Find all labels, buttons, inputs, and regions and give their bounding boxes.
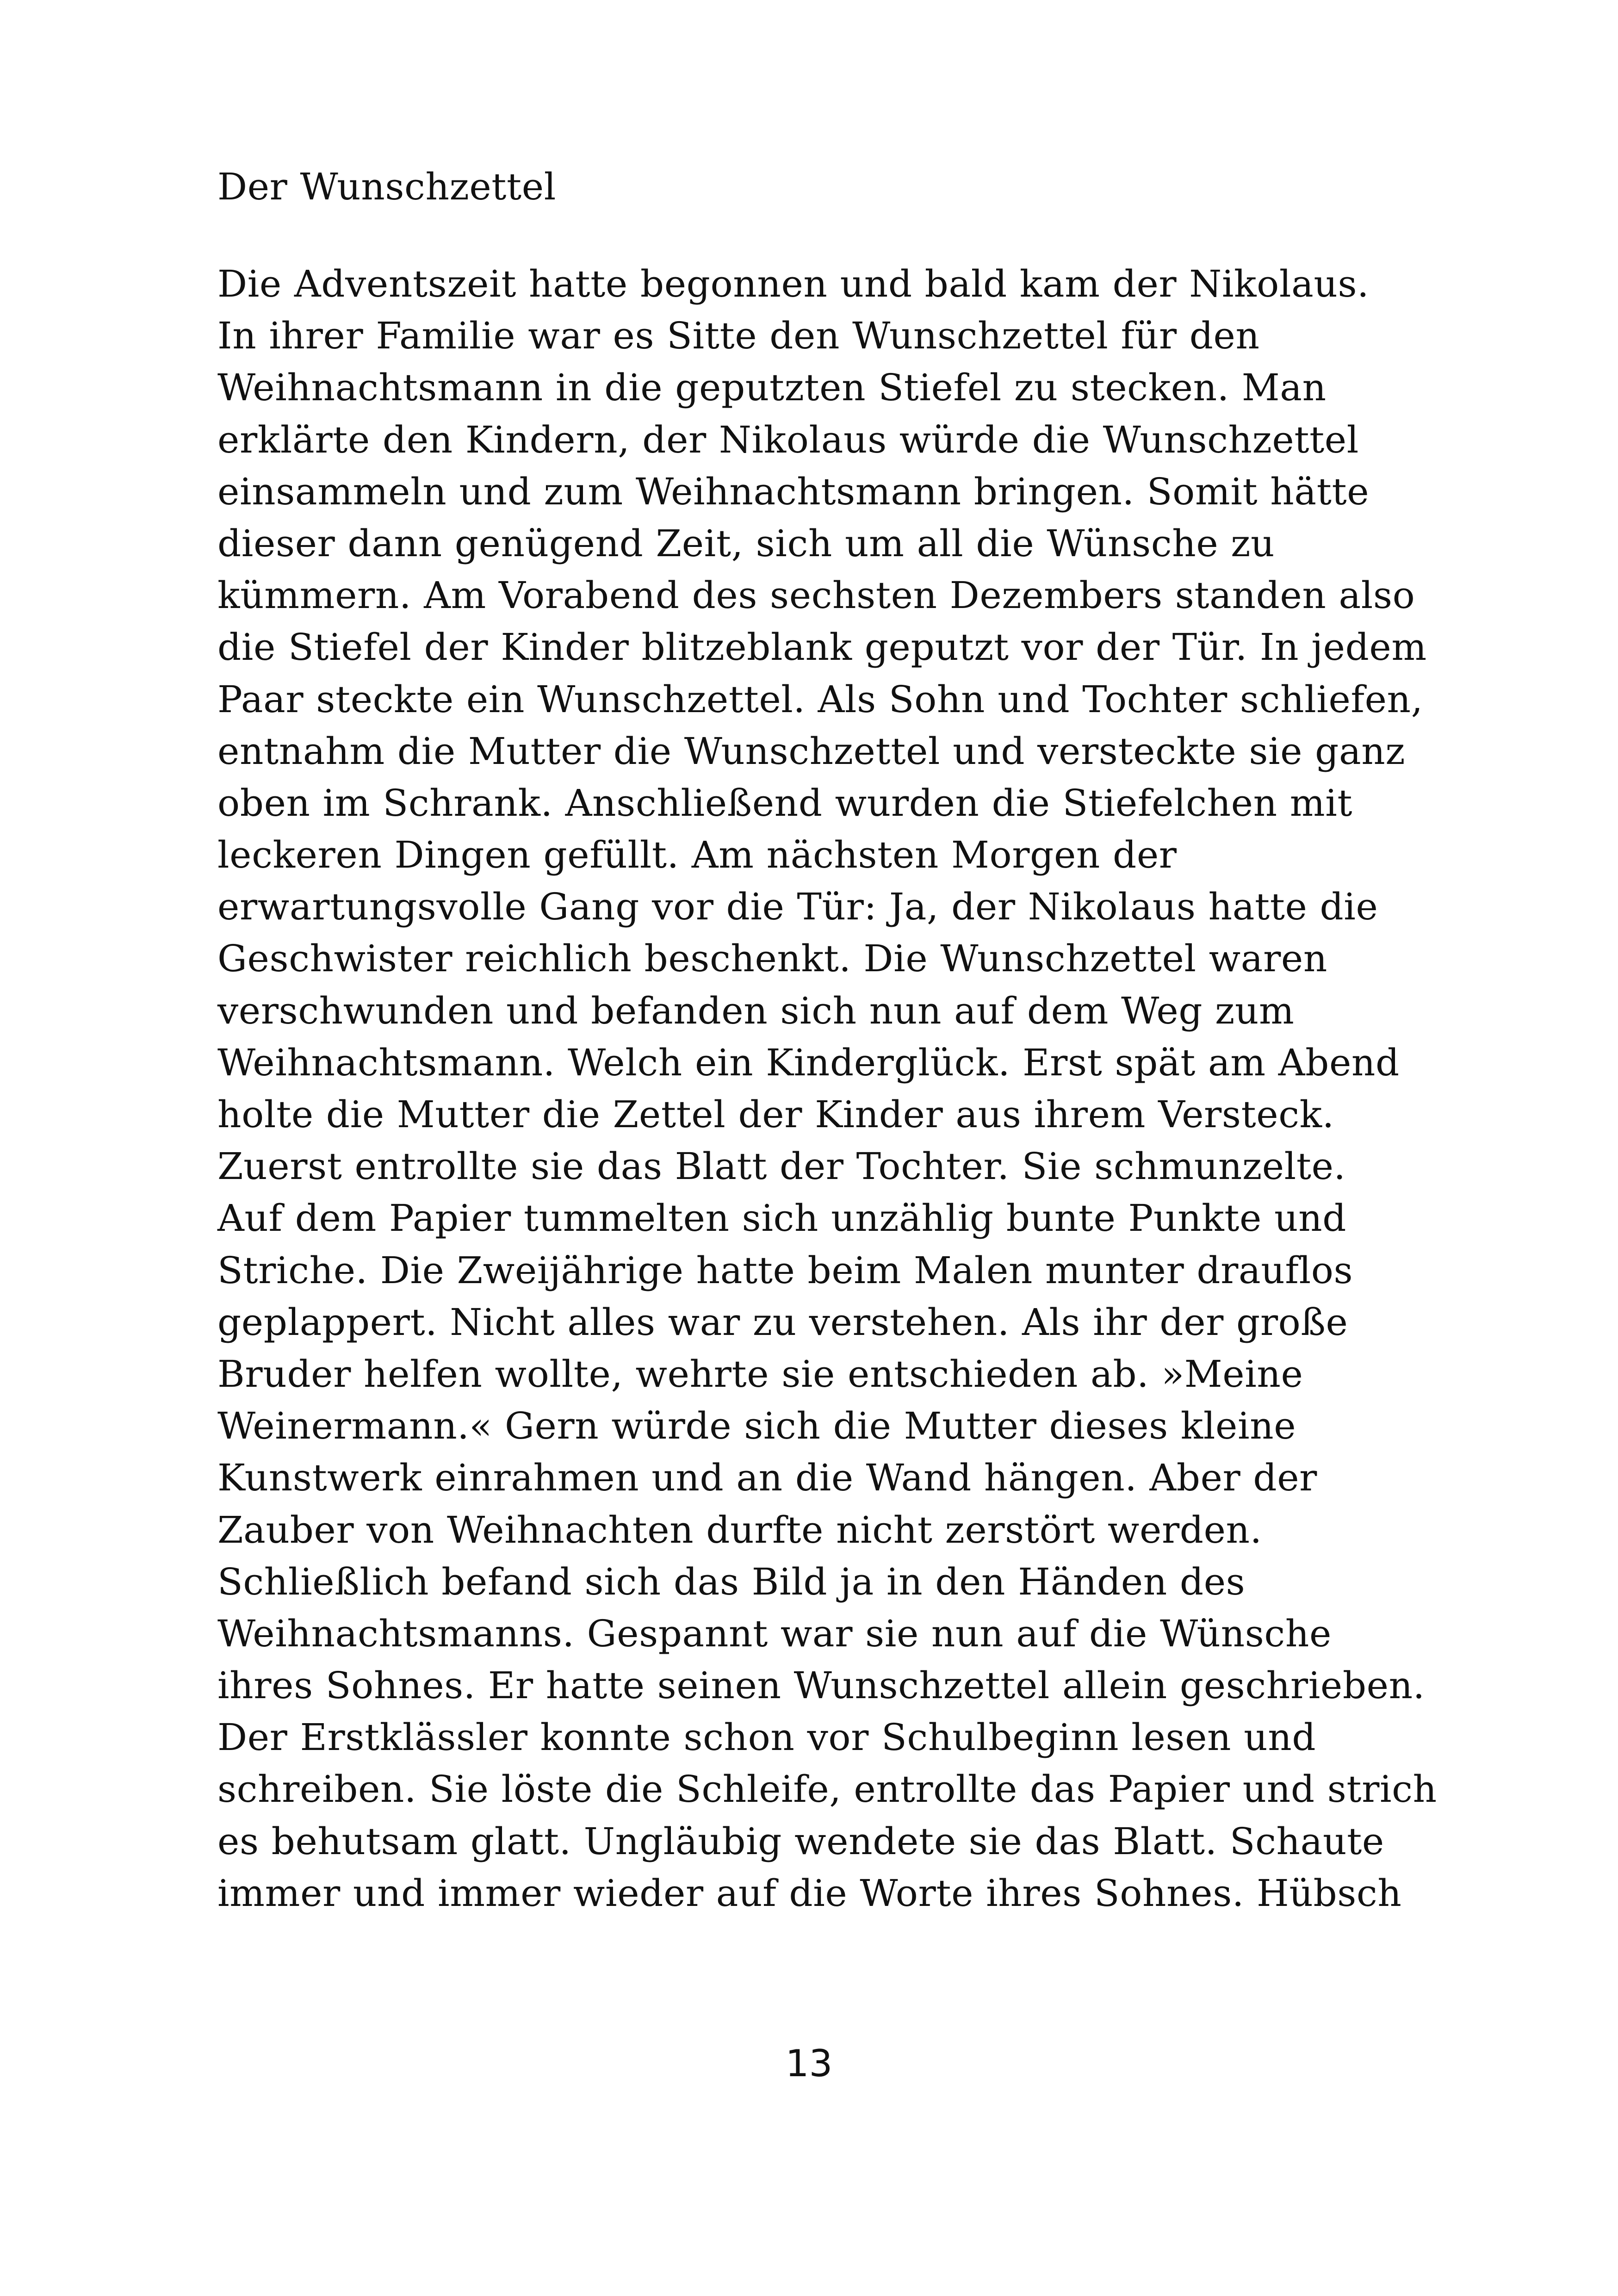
text-line: geplappert. Nicht alles war zu verstehen. Als ihr der große	[217, 1300, 1348, 1344]
text-line: Der Erstklässler konnte schon vor Schulbeginn lesen und	[217, 1716, 1316, 1759]
text-line: holte die Mutter die Zettel der Kinder aus ihrem Versteck.	[217, 1093, 1334, 1136]
text-line: Zuerst entrollte sie das Blatt der Tochter. Sie schmunzelte.	[217, 1145, 1346, 1188]
text-line: entnahm die Mutter die Wunschzettel und versteckte sie ganz	[217, 729, 1406, 773]
text-line: Striche. Die Zweijährige hatte beim Malen munter drauflos	[217, 1248, 1353, 1292]
text-line: erklärte den Kindern, der Nikolaus würde die Wunschzettel	[217, 418, 1359, 461]
story-title: Der Wunschzettel	[217, 165, 556, 208]
text-line: Schließlich befand sich das Bild ja in den Händen des	[217, 1560, 1246, 1603]
page-number: 13	[785, 2042, 833, 2085]
text-line: Paar steckte ein Wunschzettel. Als Sohn und Tochter schliefen,	[217, 677, 1423, 721]
text-line: In ihrer Familie war es Sitte den Wunschzettel für den	[217, 314, 1260, 358]
text-line: es behutsam glatt. Ungläubig wendete sie das Blatt. Schaute	[217, 1819, 1384, 1863]
text-line: immer und immer wieder auf die Worte ihres Sohnes. Hübsch	[217, 1871, 1402, 1915]
text-line: Geschwister reichlich beschenkt. Die Wunschzettel waren	[217, 937, 1327, 980]
text-line: Auf dem Papier tummelten sich unzählig bunte Punkte und	[217, 1197, 1347, 1240]
text-line: Zauber von Weihnachten durfte nicht zerstört werden.	[217, 1508, 1262, 1551]
text-line: die Stiefel der Kinder blitzeblank geputzt vor der Tür. In jedem	[217, 626, 1427, 669]
text-line: Weinermann.« Gern würde sich die Mutter dieses kleine	[217, 1404, 1296, 1448]
text-line: kümmern. Am Vorabend des sechsten Dezembers standen also	[217, 574, 1415, 617]
text-line: Weihnachtsmanns. Gespannt war sie nun auf die Wünsche	[217, 1612, 1332, 1655]
text-line: Weihnachtsmann in die geputzten Stiefel zu stecken. Man	[217, 366, 1327, 410]
title-spacing	[217, 213, 1476, 258]
text-line: verschwunden und befanden sich nun auf dem Weg zum	[217, 989, 1295, 1032]
text-line: erwartungsvolle Gang vor die Tür: Ja, der Nikolaus hatte die	[217, 885, 1378, 929]
text-line: Bruder helfen wollte, wehrte sie entschieden ab. »Meine	[217, 1352, 1303, 1396]
text-line: leckeren Dingen gefüllt. Am nächsten Morgen der	[217, 833, 1177, 877]
text-line: Kunstwerk einrahmen und an die Wand hängen. Aber der	[217, 1456, 1318, 1500]
text-line: schreiben. Sie löste die Schleife, entrollte das Papier und strich	[217, 1768, 1437, 1811]
text-line: oben im Schrank. Anschließend wurden die Stiefelchen mit	[217, 781, 1353, 825]
story-body	[217, 258, 1476, 1919]
text-line: dieser dann genügend Zeit, sich um all die Wünsche zu	[217, 521, 1275, 565]
text-line: Weihnachtsmann. Welch ein Kinderglück. Erst spät am Abend	[217, 1041, 1400, 1084]
story-text	[217, 161, 1476, 1919]
text-line: Die Adventszeit hatte begonnen und bald kam der Nikolaus.	[217, 262, 1370, 305]
text-line: ihres Sohnes. Er hatte seinen Wunschzettel allein geschrieben.	[217, 1664, 1425, 1707]
text-line: einsammeln und zum Weihnachtsmann bringen. Somit hätte	[217, 470, 1370, 513]
